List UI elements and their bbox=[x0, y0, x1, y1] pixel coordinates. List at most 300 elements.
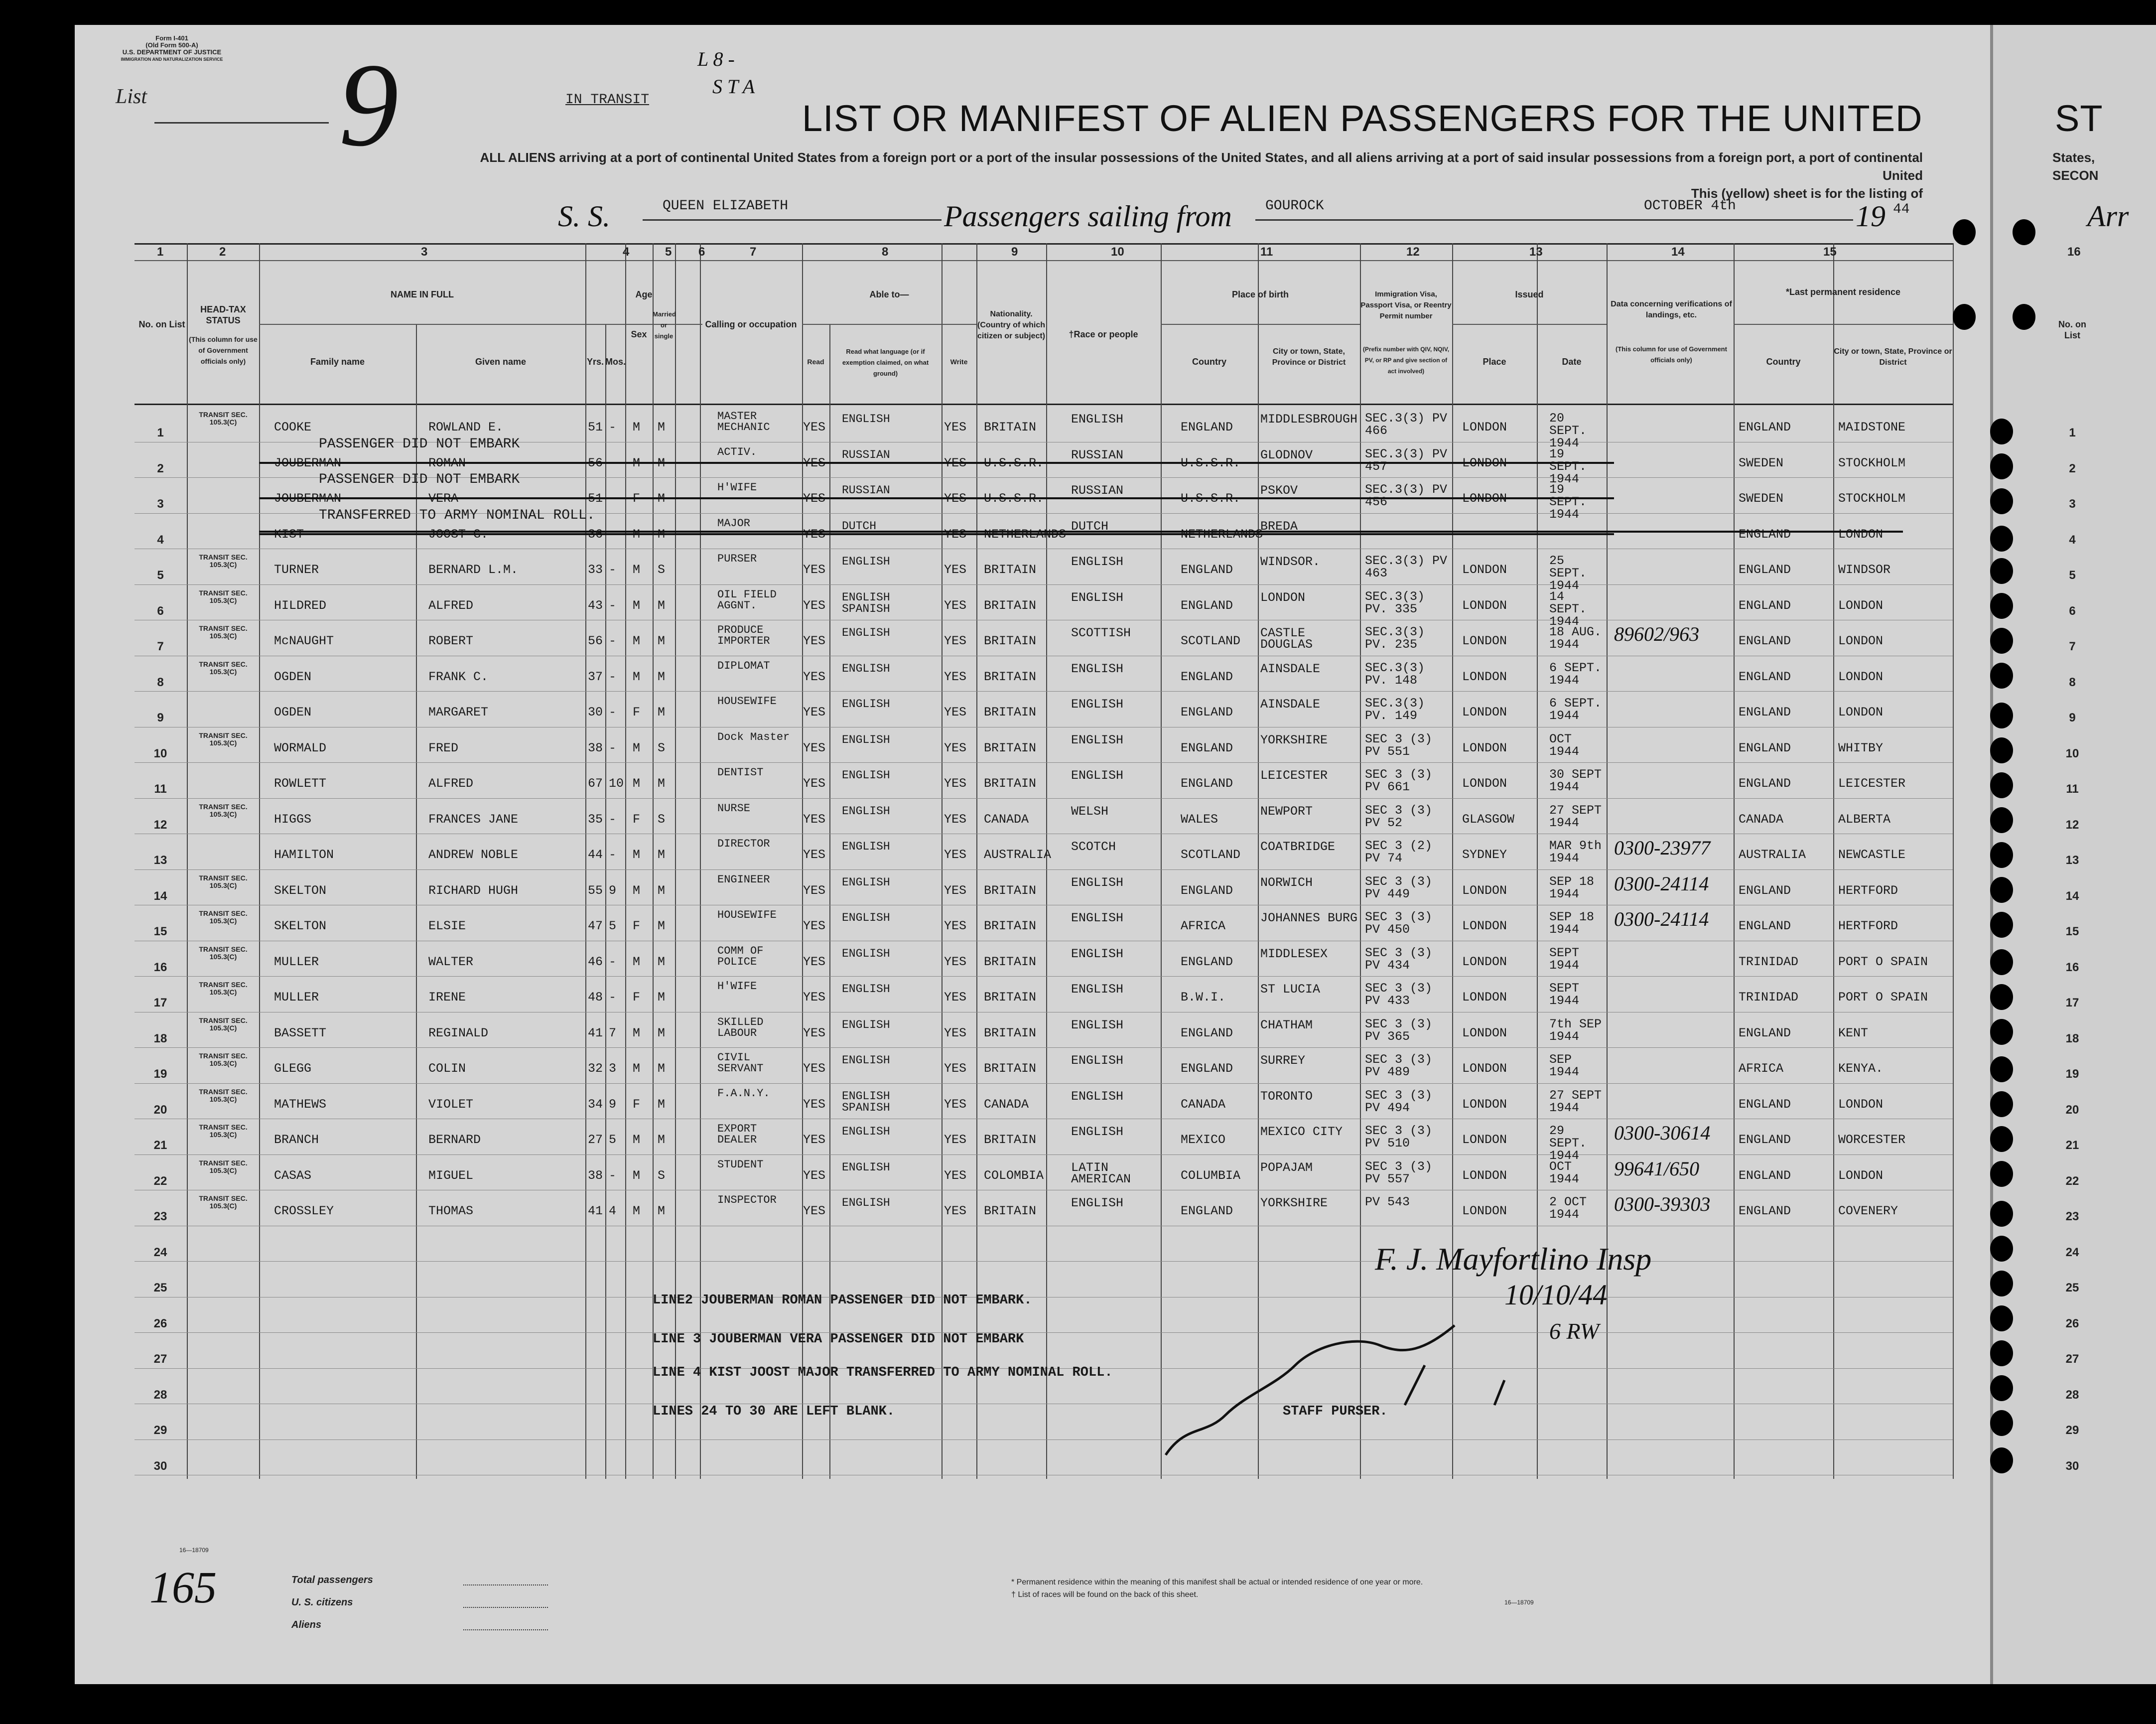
visa-number: SEC 3 (3) PV 510 bbox=[1365, 1124, 1433, 1150]
issued-date: 29 SEPT. 1944 bbox=[1549, 1124, 1587, 1163]
issued-date: 7th SEP 1944 bbox=[1549, 1016, 1602, 1044]
ss-label: S. S. bbox=[558, 200, 610, 233]
column-number: 6 bbox=[698, 245, 705, 259]
punch-hole bbox=[1990, 1056, 2013, 1082]
row-number-right: 6 bbox=[2069, 604, 2076, 618]
can-read: YES bbox=[803, 954, 826, 969]
birth-city: COATBRIDGE bbox=[1260, 840, 1336, 854]
age-months: - bbox=[609, 563, 617, 577]
birth-country: WALES bbox=[1181, 812, 1218, 827]
name-age-subrule bbox=[259, 324, 702, 325]
age-years: 51 bbox=[588, 491, 603, 506]
visa-number: SEC 3 (2) PV 74 bbox=[1365, 839, 1433, 865]
verification-data: 99641/650 bbox=[1614, 1157, 1700, 1180]
occupation: COMM OF POLICE bbox=[717, 944, 764, 968]
marital-status: M bbox=[658, 634, 666, 648]
can-read: YES bbox=[803, 883, 826, 898]
residence-city: WORCESTER bbox=[1838, 1133, 1906, 1147]
given-name: BERNARD bbox=[428, 1133, 481, 1147]
residence-country: TRINIDAD bbox=[1739, 954, 1799, 969]
row-number-right: 11 bbox=[2066, 782, 2079, 796]
strike-line bbox=[259, 533, 1614, 535]
given-name: VERA bbox=[428, 491, 459, 506]
row-rule bbox=[135, 1439, 1953, 1440]
family-name: OGDEN bbox=[274, 669, 312, 684]
head-tax-status: TRANSIT SEC. 105.3(C) bbox=[199, 588, 248, 604]
head-tax-status: TRANSIT SEC. 105.3(C) bbox=[199, 873, 248, 889]
marital-status: S bbox=[658, 812, 666, 827]
race: ENGLISH bbox=[1071, 1089, 1124, 1104]
residence-city-header: City or town, State, Province or District bbox=[1834, 347, 1952, 367]
residence-city: LONDON bbox=[1838, 527, 1884, 542]
birth-country: MEXICO bbox=[1181, 1133, 1226, 1147]
residence-country: ENGLAND bbox=[1739, 1133, 1791, 1147]
given-name: ROWLAND E. bbox=[428, 420, 504, 434]
marital-status: M bbox=[658, 1061, 666, 1076]
residence-country: ENGLAND bbox=[1739, 420, 1791, 434]
read-language: ENGLISH bbox=[842, 947, 890, 960]
can-read: YES bbox=[803, 740, 826, 755]
family-name-header: Family name bbox=[310, 357, 365, 367]
read-language: ENGLISH bbox=[842, 911, 890, 924]
punch-hole bbox=[1990, 628, 2013, 654]
row-number: 24 bbox=[153, 1245, 167, 1259]
residence-country: CANADA bbox=[1739, 812, 1784, 827]
birth-city-header: City or town, State, Province or District bbox=[1272, 347, 1346, 367]
occupation: INSPECTOR bbox=[717, 1194, 777, 1206]
row-number-right: 20 bbox=[2065, 1103, 2079, 1117]
can-read: YES bbox=[803, 919, 826, 933]
mos-header: Mos. bbox=[605, 357, 626, 367]
family-name: TURNER bbox=[274, 563, 319, 577]
can-write: YES bbox=[944, 990, 967, 1005]
row-rule bbox=[135, 1261, 1953, 1262]
age-months: 3 bbox=[609, 1061, 617, 1076]
row-number: 17 bbox=[153, 996, 167, 1009]
occupation: DENTIST bbox=[717, 766, 764, 779]
header-bottom-rule bbox=[135, 404, 1953, 405]
married-header: Married or single bbox=[653, 310, 676, 340]
data-note: (This column for use of Government officials only) bbox=[1616, 345, 1727, 364]
age-years: 37 bbox=[588, 669, 603, 684]
sex: M bbox=[633, 776, 641, 791]
column-divider bbox=[259, 243, 260, 1479]
head-tax-status: TRANSIT SEC. 105.3(C) bbox=[199, 909, 248, 925]
us-citizens-label: U. S. citizens bbox=[291, 1597, 353, 1608]
can-write: YES bbox=[944, 669, 967, 684]
visa-number: SEC 3 (3) PV 434 bbox=[1365, 945, 1433, 973]
given-name: REGINALD bbox=[428, 1025, 489, 1040]
nationality: BRITAIN bbox=[984, 705, 1037, 719]
can-write: YES bbox=[944, 1168, 967, 1183]
age-months: 5 bbox=[609, 919, 617, 933]
last-residence-header: *Last permanent residence bbox=[1785, 287, 1901, 297]
nationality: CANADA bbox=[984, 812, 1029, 827]
residence-city: LONDON bbox=[1838, 669, 1884, 684]
birth-country: COLUMBIA bbox=[1181, 1168, 1241, 1183]
age-months: - bbox=[609, 669, 617, 684]
nationality: BRITAIN bbox=[984, 954, 1037, 969]
issued-date: 2 OCT 1944 bbox=[1549, 1195, 1587, 1222]
residence-country-header: Country bbox=[1766, 357, 1801, 367]
head-tax-status: TRANSIT SEC. 105.3(C) bbox=[199, 802, 248, 818]
issued-date: SEPT 1944 bbox=[1549, 945, 1580, 973]
verification-data: 0300-23977 bbox=[1614, 837, 1711, 859]
note-line-3: LINE 3 JOUBERMAN VERA PASSENGER DID NOT EMBARK bbox=[653, 1332, 1024, 1347]
sailing-date: OCTOBER 4th bbox=[1644, 198, 1736, 214]
issued-date: 14 SEPT. 1944 bbox=[1549, 589, 1587, 629]
occupation: DIRECTOR bbox=[717, 838, 770, 850]
row-number: 3 bbox=[157, 497, 164, 511]
read-language: ENGLISH bbox=[842, 840, 890, 853]
given-name: FRANCES JANE bbox=[428, 812, 519, 827]
calling-header: Calling or occupation bbox=[705, 319, 797, 329]
family-name: SKELTON bbox=[274, 883, 327, 898]
residence-country: AUSTRALIA bbox=[1739, 848, 1806, 862]
marital-status: M bbox=[658, 1097, 666, 1112]
can-write: YES bbox=[944, 634, 967, 648]
visa-number: SEC 3 (3) PV 365 bbox=[1365, 1016, 1433, 1044]
column-number: 7 bbox=[750, 245, 757, 259]
can-write: YES bbox=[944, 812, 967, 827]
read-language: RUSSIAN bbox=[842, 484, 890, 497]
issued-place: LONDON bbox=[1462, 776, 1507, 791]
occupation: H'WIFE bbox=[717, 980, 757, 993]
can-read: YES bbox=[803, 527, 826, 542]
sex: M bbox=[633, 669, 641, 684]
issued-place: LONDON bbox=[1462, 883, 1507, 898]
birth-city: AINSDALE bbox=[1260, 661, 1321, 676]
row-number: 16 bbox=[153, 960, 167, 974]
residence-city: LONDON bbox=[1838, 1168, 1884, 1183]
no-on-list-header: No. on List bbox=[138, 319, 185, 329]
issued-date: 30 SEPT 1944 bbox=[1549, 767, 1602, 794]
issued-date: SEP 18 1944 bbox=[1549, 910, 1595, 937]
family-name: BRANCH bbox=[274, 1133, 319, 1147]
punch-hole bbox=[1990, 1410, 2013, 1436]
sex: M bbox=[633, 1025, 641, 1040]
residence-city: STOCKHOLM bbox=[1838, 455, 1906, 470]
sex: M bbox=[633, 1204, 641, 1218]
visa-number: SEC.3(3) PV 457 bbox=[1365, 446, 1448, 474]
can-write: YES bbox=[944, 563, 967, 577]
visa-number: SEC.3(3) PV. 148 bbox=[1365, 660, 1425, 688]
can-write: YES bbox=[944, 527, 967, 542]
row-rule bbox=[135, 762, 1953, 763]
issued-date: OCT 1944 bbox=[1549, 731, 1580, 759]
punch-hole bbox=[1990, 772, 2013, 798]
nationality: BRITAIN bbox=[984, 740, 1037, 755]
visa-number: SEC 3 (3) PV 433 bbox=[1365, 981, 1433, 1008]
age-months: - bbox=[609, 527, 617, 542]
issued-date: 19 SEPT. 1944 bbox=[1549, 446, 1587, 486]
column-number: 8 bbox=[882, 245, 889, 259]
punch-hole bbox=[1990, 1375, 2013, 1401]
row-note: TRANSFERRED TO ARMY NOMINAL ROLL. bbox=[319, 507, 595, 523]
list-label: List bbox=[116, 85, 147, 108]
punch-hole bbox=[2013, 304, 2035, 330]
birth-country: ENGLAND bbox=[1181, 420, 1233, 434]
occupation: MASTER MECHANIC bbox=[717, 410, 770, 433]
residence-country: ENGLAND bbox=[1739, 563, 1791, 577]
column-number: 11 bbox=[1260, 245, 1273, 259]
row-number-right: 22 bbox=[2065, 1174, 2079, 1188]
residence-city: WINDSOR bbox=[1838, 563, 1891, 577]
age-months: - bbox=[609, 740, 617, 755]
table-top-rule bbox=[135, 243, 1953, 245]
can-write: YES bbox=[944, 1025, 967, 1040]
birth-country: B.W.I. bbox=[1181, 990, 1226, 1005]
sailing-label: Passengers sailing from bbox=[944, 200, 1232, 233]
row-number-right: 9 bbox=[2069, 711, 2076, 724]
column-number: 1 bbox=[157, 245, 164, 259]
can-write: YES bbox=[944, 598, 967, 613]
issued-header: Issued bbox=[1515, 289, 1544, 299]
aliens-label: Aliens bbox=[291, 1619, 322, 1630]
can-write: YES bbox=[944, 776, 967, 791]
family-name: MULLER bbox=[274, 990, 319, 1005]
note-blank-lines: LINES 24 TO 30 ARE LEFT BLANK. bbox=[653, 1404, 895, 1419]
given-name: VIOLET bbox=[428, 1097, 474, 1112]
marital-status: M bbox=[658, 919, 666, 933]
punch-hole bbox=[1990, 1340, 2013, 1366]
given-name-header: Given name bbox=[475, 357, 527, 367]
column-number: 3 bbox=[421, 245, 428, 259]
visa-number: SEC 3 (3) PV 557 bbox=[1365, 1159, 1433, 1186]
column-number: 5 bbox=[665, 245, 672, 259]
family-name: McNAUGHT bbox=[274, 634, 334, 648]
occupation: MAJOR bbox=[717, 517, 751, 530]
sex: M bbox=[633, 527, 641, 542]
birth-country: U.S.S.R. bbox=[1181, 455, 1241, 470]
race: DUTCH bbox=[1071, 519, 1109, 534]
column-divider bbox=[1161, 243, 1162, 1479]
row-number-right: 17 bbox=[2065, 996, 2079, 1009]
birth-country: ENGLAND bbox=[1181, 776, 1233, 791]
birth-city: JOHANNES BURG bbox=[1260, 911, 1358, 925]
issued-place: LONDON bbox=[1462, 563, 1507, 577]
row-rule bbox=[135, 1332, 1953, 1333]
punch-hole bbox=[1990, 949, 2013, 975]
row-number: 29 bbox=[153, 1424, 167, 1437]
issued-place: LONDON bbox=[1462, 634, 1507, 648]
nationality: BRITAIN bbox=[984, 563, 1037, 577]
nationality: NETHERLANDS bbox=[984, 527, 1067, 542]
given-name: FRED bbox=[428, 740, 459, 755]
place-of-birth-header: Place of birth bbox=[1231, 289, 1289, 299]
row-number: 30 bbox=[153, 1459, 167, 1473]
visa-number: SEC 3 (3) PV 661 bbox=[1365, 767, 1433, 794]
birth-country: CANADA bbox=[1181, 1097, 1226, 1112]
corner-mark-1: L 8 - bbox=[697, 48, 735, 70]
residence-country: ENGLAND bbox=[1739, 1097, 1791, 1112]
column-number-rule bbox=[135, 260, 1953, 261]
birth-city: MEXICO CITY bbox=[1260, 1125, 1343, 1139]
total-passengers-line bbox=[463, 1584, 548, 1585]
row-number: 19 bbox=[153, 1067, 167, 1081]
list-number: 9 bbox=[339, 38, 399, 171]
race: ENGLISH bbox=[1071, 1017, 1124, 1032]
issued-place: LONDON bbox=[1462, 705, 1507, 719]
birth-country: ENGLAND bbox=[1181, 563, 1233, 577]
row-rule bbox=[135, 976, 1953, 977]
head-tax-status: TRANSIT SEC. 105.3(C) bbox=[199, 981, 248, 996]
birth-city: WINDSOR. bbox=[1260, 555, 1321, 569]
read-language: DUTCH bbox=[842, 519, 877, 533]
punch-hole bbox=[1990, 1236, 2013, 1262]
family-name: HAMILTON bbox=[274, 848, 334, 862]
can-read: YES bbox=[803, 491, 826, 506]
issued-date: 27 SEPT 1944 bbox=[1549, 1088, 1602, 1115]
visa-number: SEC 3 (3) PV 489 bbox=[1365, 1052, 1433, 1079]
age-months: - bbox=[609, 420, 617, 434]
date-underline bbox=[1629, 219, 1853, 221]
issued-place: LONDON bbox=[1462, 491, 1507, 506]
age-years: 35 bbox=[588, 812, 603, 827]
year-prefix: 19 bbox=[1856, 200, 1886, 233]
row-rule bbox=[135, 1154, 1953, 1155]
can-read: YES bbox=[803, 812, 826, 827]
birth-subrule bbox=[1161, 324, 1360, 325]
can-write: YES bbox=[944, 1133, 967, 1147]
column-number: 2 bbox=[219, 245, 226, 259]
punch-hole bbox=[1990, 1271, 2013, 1296]
read-language: ENGLISH bbox=[842, 733, 890, 746]
residence-city: COVENERY bbox=[1838, 1204, 1898, 1218]
head-tax-status: TRANSIT SEC. 105.3(C) bbox=[199, 1052, 248, 1067]
row-number-right: 23 bbox=[2065, 1210, 2079, 1223]
issued-date: 6 SEPT. 1944 bbox=[1549, 660, 1602, 688]
sex: M bbox=[633, 598, 641, 613]
residence-city: HERTFORD bbox=[1838, 883, 1898, 898]
occupation: Dock Master bbox=[717, 730, 790, 743]
age-years: 48 bbox=[588, 990, 603, 1005]
row-number-right: 14 bbox=[2065, 889, 2079, 903]
birth-country: NETHERLANDS bbox=[1181, 527, 1263, 542]
row-number-right: 16 bbox=[2065, 960, 2079, 974]
occupation: HOUSEWIFE bbox=[717, 695, 777, 708]
row-rule bbox=[135, 1083, 1953, 1084]
race: WELSH bbox=[1071, 804, 1109, 819]
residence-subdivider bbox=[1833, 324, 1834, 1479]
age-months: - bbox=[609, 848, 617, 862]
inspection-date: 10/10/44 bbox=[1504, 1279, 1608, 1311]
occupation: NURSE bbox=[717, 802, 751, 815]
column-divider bbox=[1360, 243, 1361, 1479]
row-number: 6 bbox=[157, 604, 164, 618]
port-underline bbox=[1255, 219, 1654, 221]
age-years: 27 bbox=[588, 1133, 603, 1147]
row-number: 4 bbox=[157, 533, 164, 547]
visa-number: SEC 3 (3) PV 494 bbox=[1365, 1088, 1433, 1115]
ship-underline bbox=[643, 219, 942, 221]
able-subrule bbox=[802, 324, 976, 325]
can-read: YES bbox=[803, 455, 826, 470]
row-number: 5 bbox=[157, 569, 164, 582]
age-years: 44 bbox=[588, 848, 603, 862]
row-number-right: 10 bbox=[2065, 746, 2079, 760]
issued-place: LONDON bbox=[1462, 1168, 1507, 1183]
able-to-header: Able to— bbox=[869, 289, 909, 299]
head-tax-status: TRANSIT SEC. 105.3(C) bbox=[199, 1087, 248, 1103]
row-number-right: 3 bbox=[2069, 497, 2076, 511]
given-name: THOMAS bbox=[428, 1204, 474, 1218]
row-rule bbox=[135, 798, 1953, 799]
given-name: ROMAN bbox=[428, 455, 466, 470]
punch-hole bbox=[1990, 1305, 2013, 1331]
birth-country: ENGLAND bbox=[1181, 1061, 1233, 1076]
residence-city: LONDON bbox=[1838, 1097, 1884, 1112]
corner-mark-2: S T A bbox=[712, 75, 755, 98]
head-tax-status: TRANSIT SEC. 105.3(C) bbox=[199, 553, 248, 569]
can-write: YES bbox=[944, 455, 967, 470]
can-write: YES bbox=[944, 1061, 967, 1076]
nationality: BRITAIN bbox=[984, 669, 1037, 684]
can-write: YES bbox=[944, 919, 967, 933]
row-number: 10 bbox=[153, 746, 167, 760]
visa-number: SEC.3(3) PV 466 bbox=[1365, 411, 1448, 438]
can-write: YES bbox=[944, 420, 967, 434]
birth-country: ENGLAND bbox=[1181, 598, 1233, 613]
punch-hole bbox=[1990, 1161, 2013, 1187]
read-language: ENGLISH bbox=[842, 1160, 890, 1174]
row-number: 1 bbox=[157, 426, 164, 439]
family-name: MULLER bbox=[274, 954, 319, 969]
given-name: WALTER bbox=[428, 954, 474, 969]
residence-country: SWEDEN bbox=[1739, 455, 1784, 470]
issued-date: 6 SEPT. 1944 bbox=[1549, 696, 1602, 723]
birth-country: ENGLAND bbox=[1181, 1204, 1233, 1218]
age-years: 67 bbox=[588, 776, 603, 791]
total-passengers-label: Total passengers bbox=[291, 1575, 373, 1585]
strike-line-row-4 bbox=[259, 531, 1903, 533]
residence-country: ENGLAND bbox=[1739, 705, 1791, 719]
nationality: BRITAIN bbox=[984, 1204, 1037, 1218]
birth-city: LEICESTER bbox=[1260, 768, 1328, 783]
write-header: Write bbox=[950, 358, 968, 366]
row-number-right: 18 bbox=[2065, 1031, 2079, 1045]
marital-status: M bbox=[658, 848, 666, 862]
row-number-right: 27 bbox=[2065, 1352, 2079, 1366]
subtitle-cont: States, SECON bbox=[2052, 150, 2099, 183]
visa-number: SEC 3 (3) PV 551 bbox=[1365, 731, 1433, 759]
birth-city: POPAJAM bbox=[1260, 1160, 1313, 1175]
visa-note: (Prefix number with QIV, NQIV, PV, or RP and give section of act involved) bbox=[1362, 346, 1450, 375]
occupation: EXPORT DEALER bbox=[717, 1123, 757, 1146]
age-months: - bbox=[609, 491, 617, 506]
name-in-full-header: NAME IN FULL bbox=[391, 289, 454, 299]
read-language: ENGLISH bbox=[842, 1018, 890, 1031]
read-header: Read bbox=[807, 358, 824, 366]
birth-city: PSKOV bbox=[1260, 483, 1298, 498]
birth-country: ENGLAND bbox=[1181, 954, 1233, 969]
issued-place: LONDON bbox=[1462, 990, 1507, 1005]
punch-hole bbox=[1990, 453, 2013, 479]
birth-country: ENGLAND bbox=[1181, 669, 1233, 684]
footnote-residence: * Permanent residence within the meaning of this manifest shall be actual or intended residence of one year or more. bbox=[1011, 1578, 1423, 1586]
marital-status: M bbox=[658, 491, 666, 506]
read-language-header: Read what language (or if exemption claimed, on what ground) bbox=[842, 348, 929, 377]
birth-city: YORKSHIRE bbox=[1260, 732, 1328, 747]
in-transit-stamp: IN TRANSIT bbox=[565, 92, 650, 108]
purser-signature bbox=[1146, 1305, 1514, 1465]
verification-data: 0300-39303 bbox=[1614, 1193, 1711, 1215]
nationality: BRITAIN bbox=[984, 1025, 1037, 1040]
can-read: YES bbox=[803, 669, 826, 684]
issued-place-header: Place bbox=[1482, 357, 1506, 367]
sex: M bbox=[633, 1168, 641, 1183]
can-read: YES bbox=[803, 1025, 826, 1040]
